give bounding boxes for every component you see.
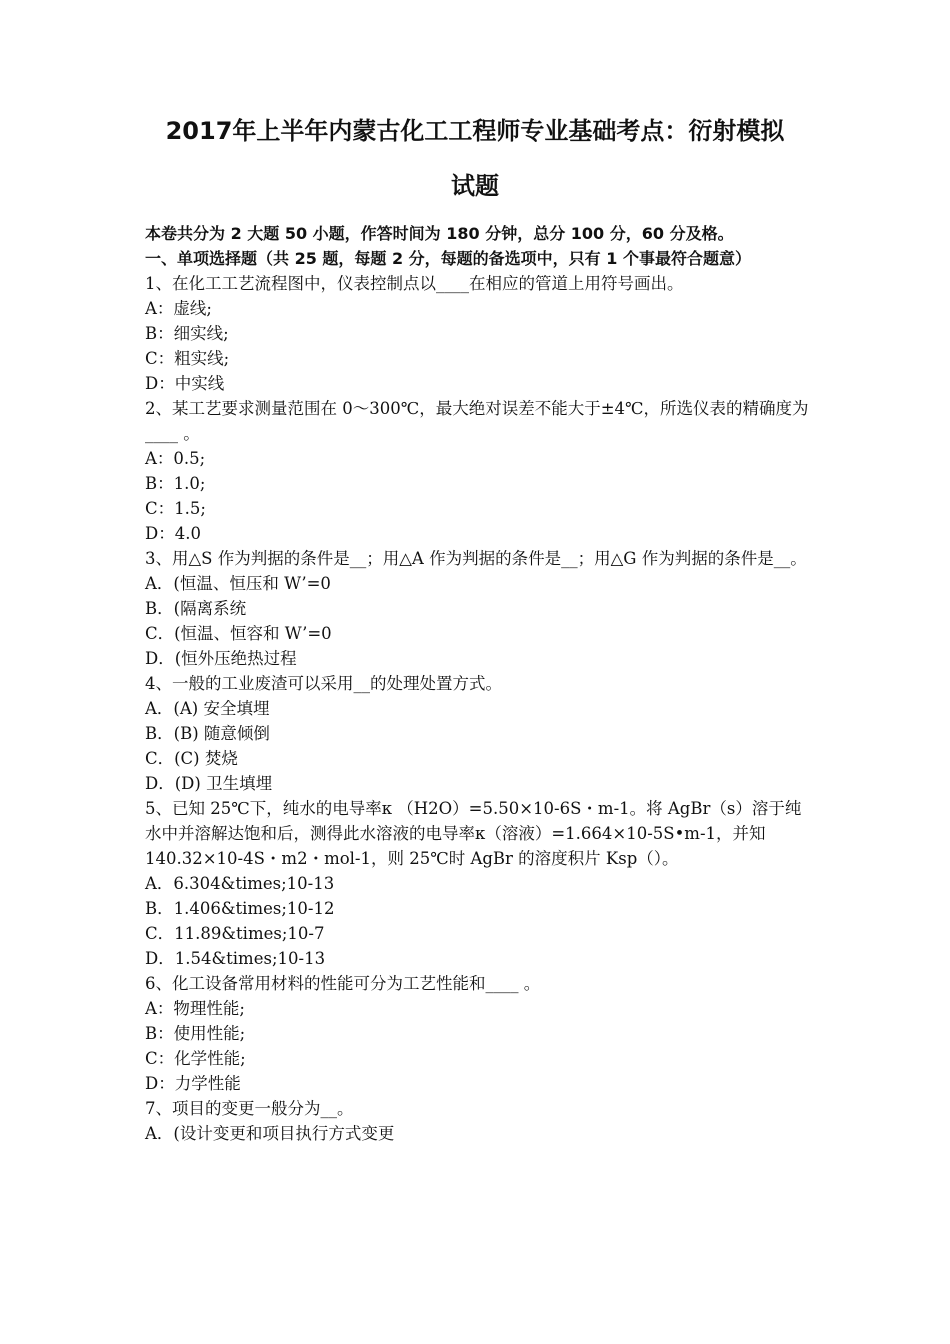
question-2 <box>145 396 809 546</box>
option-a: A．(A) 安全填埋 <box>145 699 270 718</box>
option-a: A．(恒温、恒压和 W’=0 <box>145 574 331 593</box>
option-c: C：1.5; <box>145 499 206 518</box>
question-4 <box>145 671 809 796</box>
option-d: D：4.0 <box>145 524 201 543</box>
option-a: A：0.5; <box>145 449 206 468</box>
question-7 <box>145 1096 809 1146</box>
option-b: B．1.406&times;10-12 <box>145 899 335 918</box>
question-stem: 6、化工设备常用材料的性能可分为工艺性能和____ 。 <box>145 974 541 993</box>
option-d: D：中实线 <box>145 374 225 393</box>
option-c: C：粗实线; <box>145 349 230 368</box>
option-b: B：细实线; <box>145 324 229 343</box>
option-a: A．(设计变更和项目执行方式变更 <box>145 1124 395 1143</box>
option-c: C．11.89&times;10-7 <box>145 924 325 943</box>
option-d: D．1.54&times;10-13 <box>145 949 326 968</box>
option-c: C．(恒温、恒容和 W’=0 <box>145 624 332 643</box>
option-d: D：力学性能 <box>145 1074 241 1093</box>
question-1 <box>145 271 809 396</box>
question-stem: 7、项目的变更一般分为__。 <box>145 1099 354 1118</box>
question-stem: 4、一般的工业废渣可以采用__的处理处置方式。 <box>145 674 502 693</box>
option-a: A：虚线; <box>145 299 212 318</box>
option-c: C：化学性能; <box>145 1049 246 1068</box>
document-title-line1: 2017年上半年内蒙古化工工程师专业基础考点：衍射模拟 <box>165 117 785 145</box>
option-d: D．(恒外压绝热过程 <box>145 649 297 668</box>
question-3 <box>145 546 809 671</box>
question-stem: 2、某工艺要求测量范围在 0～300℃，最大绝对误差不能大于±4℃，所选仪表的精确度为____ 。 <box>145 399 809 443</box>
document-body <box>145 221 809 1146</box>
question-5 <box>145 796 809 971</box>
option-a: A：物理性能; <box>145 999 245 1018</box>
option-b: B：1.0; <box>145 474 206 493</box>
option-a: A．6.304&times;10-13 <box>145 874 335 893</box>
option-b: B：使用性能; <box>145 1024 246 1043</box>
option-b: B．(B) 随意倾倒 <box>145 724 270 743</box>
section-heading: 一、单项选择题（共 25 题，每题 2 分，每题的备选项中，只有 1 个事最符合题意） <box>145 249 751 268</box>
option-d: D．(D) 卫生填埋 <box>145 774 273 793</box>
option-c: C．(C) 焚烧 <box>145 749 238 768</box>
question-stem: 3、用△S 作为判据的条件是__；用△A 作为判据的条件是__；用△G 作为判据的条件是__。 <box>145 549 807 568</box>
question-stem: 5、已知 25℃下，纯水的电导率κ （H2O）=5.50×10-6S・m-1。将 AgBr（s）溶于纯水中并溶解达饱和后，测得此水溶液的电导率κ（溶液）=1.664×10-5S•m-1，并知 140.32×10-4S・m2・mol-1，则 25℃时 AgBr 的溶度积片 Ksp（）。 <box>145 799 802 868</box>
document-title-line2: 试题 <box>451 172 499 200</box>
question-6 <box>145 971 809 1096</box>
question-stem: 1、在化工工艺流程图中，仪表控制点以____在相应的管道上用符号画出。 <box>145 274 684 293</box>
exam-intro: 本卷共分为 2 大题 50 小题，作答时间为 180 分钟，总分 100 分，60 分及格。 <box>145 224 734 243</box>
option-b: B．(隔离系统 <box>145 599 247 618</box>
